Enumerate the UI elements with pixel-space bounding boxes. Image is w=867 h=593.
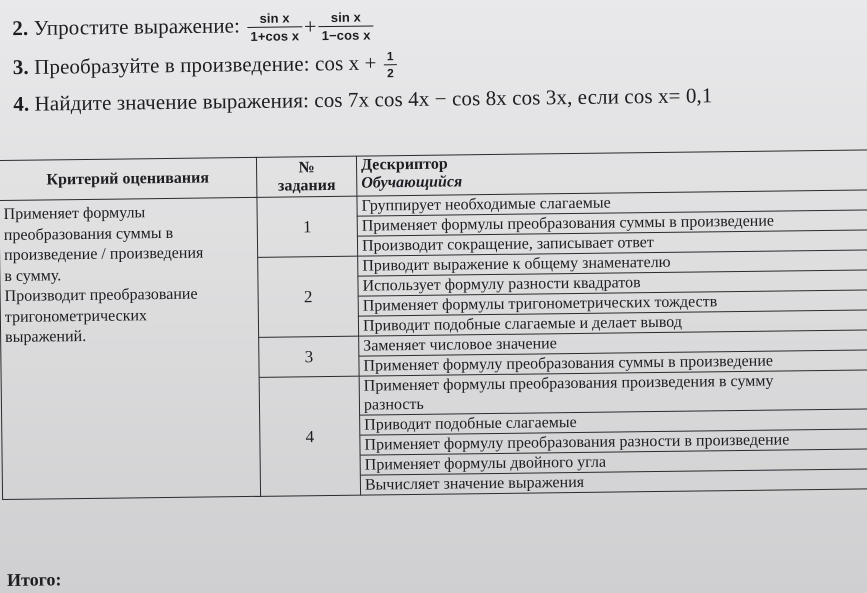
fraction-half-denominator: 2	[386, 66, 394, 81]
descriptor-cell: Приводит выражение к общему знаменателю	[358, 250, 867, 276]
descriptor-cell: Вычисляет значение выражения	[360, 469, 867, 495]
header-descriptor-title: Дескриптор	[360, 155, 448, 174]
task-2	[12, 9, 375, 46]
task-number-cell: 1	[257, 196, 358, 257]
fraction-1	[247, 10, 302, 44]
fraction-1-numerator: sin x	[247, 10, 302, 28]
criterion-cell	[0, 197, 261, 499]
criterion-line: выражений.	[5, 327, 87, 346]
fraction-half	[384, 49, 397, 80]
criterion-line: в сумму.	[4, 266, 62, 285]
descriptor-cell: Применяет формулы тригонометрических тождеств	[358, 290, 867, 316]
descriptor-cell: Заменяет числовое значение	[359, 330, 867, 356]
fraction-2-numerator: sin x	[318, 9, 373, 27]
criterion-line: Применяет формулы	[3, 204, 146, 223]
descriptor-cell: Приводит подобные слагаемые	[360, 409, 867, 435]
fraction-1-denominator: 1+cos x	[250, 28, 300, 44]
descriptor-cell: Применяет формулу преобразования суммы в произведение	[359, 350, 867, 376]
header-task-number-word: задания	[277, 176, 336, 195]
criterion-line: тригонометрических	[4, 306, 148, 326]
assessment-table	[0, 149, 867, 500]
criterion-line: произведение / произведения	[4, 244, 204, 264]
descriptor-cell: Использует формулу разности квадратов	[358, 270, 867, 296]
descriptor-cell: Применяет формулы двойного угла	[360, 449, 867, 475]
header-learner: Обучающийся	[361, 173, 463, 192]
descriptor-cell: Производит сокращение, записывает ответ	[357, 230, 867, 256]
task-2-text: Упростите выражение:	[33, 13, 241, 40]
plus-sign: +	[303, 13, 317, 39]
fraction-half-numerator: 1	[384, 49, 397, 65]
header-task-number	[256, 156, 356, 197]
header-descriptor	[356, 150, 867, 196]
descriptor-cell: Применяет формулы преобразования суммы в произведение	[357, 210, 867, 236]
descriptor-cell: Применяет формулу преобразования разности в произведение	[360, 429, 867, 455]
task-4-text: Найдите значение выражения: cos 7x cos 4x − cos 8x cos 3x, если cos x= 0,1	[34, 83, 713, 116]
criterion-line: преобразования суммы в	[3, 224, 174, 244]
descriptor-cell: Приводит подобные слагаемые и делает вывод	[358, 310, 867, 336]
fraction-2	[318, 9, 373, 43]
task-4-number: 4.	[13, 91, 30, 116]
header-task-number-symbol: №	[298, 158, 315, 176]
task-number-cell: 2	[258, 256, 359, 337]
task-number-cell: 3	[259, 336, 359, 377]
task-number-cell: 4	[259, 376, 360, 496]
criterion-line: Производит преобразование	[4, 285, 198, 305]
task-3-number: 3.	[12, 54, 29, 80]
task-3	[13, 49, 399, 85]
task-3-text: Преобразуйте в произведение: cos x +	[33, 50, 377, 79]
task-2-number: 2.	[12, 15, 29, 41]
task-4	[13, 83, 712, 117]
descriptor-cell: разность	[359, 389, 867, 415]
descriptor-cell: Группирует необходимые слагаемые	[357, 190, 867, 216]
descriptor-cell: Применяет формулы преобразования произведения в сумму	[359, 370, 867, 396]
fraction-2-denominator: 1−cos x	[321, 27, 371, 44]
header-criterion: Критерий оценивания	[0, 157, 257, 200]
total-label: Итого:	[6, 569, 62, 590]
